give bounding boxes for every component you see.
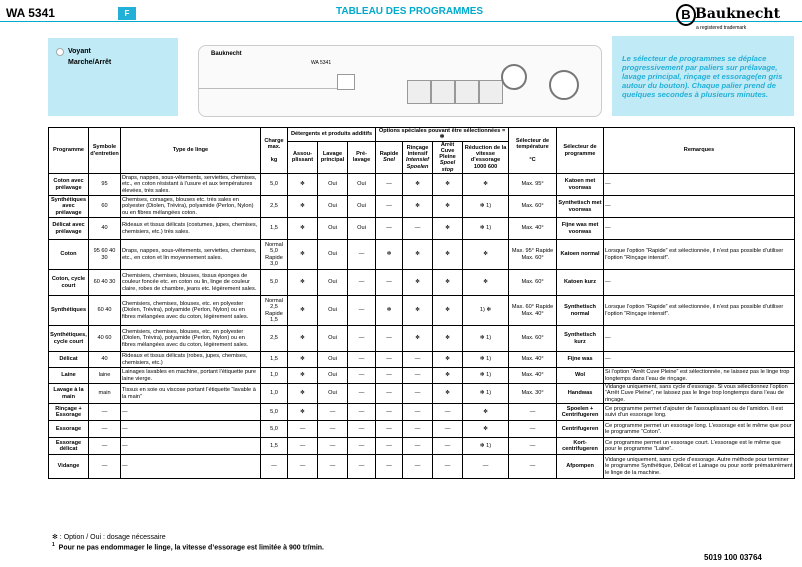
cell-programme: Essorage xyxy=(49,421,89,438)
cell-lavage: — xyxy=(318,404,348,421)
cell-arret: ✻ xyxy=(433,196,463,218)
cell-symbole: — xyxy=(89,438,121,455)
cell-assou: ✻ xyxy=(288,384,318,404)
header-charge-label: Charge max. xyxy=(264,137,284,151)
cell-charge: Normal 2,5 Rapide 1,5 xyxy=(261,296,288,326)
cell-rincage: — xyxy=(403,421,433,438)
cell-lavage: Oui xyxy=(318,196,348,218)
cell-temp: Max. 40° xyxy=(509,352,557,368)
cell-symbole: 60 40 xyxy=(89,296,121,326)
cell-rincage: ✻ xyxy=(403,326,433,352)
appliance-model: WA 5341 xyxy=(311,60,332,66)
header-symbole: Symbole d’entretien xyxy=(89,128,121,174)
cell-rincage: — xyxy=(403,218,433,240)
cell-prelavage: — xyxy=(348,352,376,368)
header-assouplissant-label: Assou-plissant xyxy=(291,151,314,164)
cell-rincage: ✻ xyxy=(403,296,433,326)
cell-selecteur: Synthetisch met voorwas xyxy=(557,196,604,218)
cell-rincage: ✻ xyxy=(403,270,433,296)
cell-reduction: ✻ 1) xyxy=(463,352,509,368)
cell-type: — xyxy=(121,438,261,455)
cell-type: Chemisiers, chemises, blouses, etc. en polyester (Diolen, Trévira), polyamide (Perlon, Nylon) ou en fibres mélangées avec du coton, légèrement sales. xyxy=(121,296,261,326)
cell-lavage: Oui xyxy=(318,384,348,404)
header-lavage-label: Lavage principal xyxy=(320,151,345,164)
cell-reduction: — xyxy=(463,455,509,479)
cell-remarques: — xyxy=(604,352,795,368)
header-detergents: Détergents et produits additifs xyxy=(288,128,376,142)
cell-type: Rideaux et tissus délicats (robes, jupes, chemises, chemisiers, etc.) xyxy=(121,352,261,368)
cell-remarques: — xyxy=(604,326,795,352)
cell-assou: ✻ xyxy=(288,296,318,326)
table-row xyxy=(49,421,795,438)
cell-rincage: — xyxy=(403,352,433,368)
cell-lavage: Oui xyxy=(318,174,348,196)
cell-type: Rideaux et tissus délicats (costumes, jupes, chemises, chemisiers, etc.) très sales. xyxy=(121,218,261,240)
cell-rapide: — xyxy=(376,270,403,296)
cell-assou: ✻ xyxy=(288,404,318,421)
header-arret-label: Arrêt Cuve Pleine xyxy=(439,141,456,161)
cell-charge: 2,5 xyxy=(261,326,288,352)
header-assouplissant xyxy=(288,141,318,173)
cell-temp: Max. 60° xyxy=(509,270,557,296)
cell-rapide: — xyxy=(376,421,403,438)
cell-charge: — xyxy=(261,455,288,479)
table-row xyxy=(49,352,795,368)
cell-charge: 5,0 xyxy=(261,270,288,296)
cell-arret: ✻ xyxy=(433,326,463,352)
program-table xyxy=(48,127,795,479)
header-options: Options spéciales pouvant être sélectionnées = ✻ xyxy=(376,128,509,142)
header-temp xyxy=(509,128,557,174)
cell-prelavage: Oui xyxy=(348,174,376,196)
header-type-linge: Type de linge xyxy=(121,128,261,174)
header-rapide xyxy=(376,141,403,173)
cell-temp: Max. 40° xyxy=(509,218,557,240)
cell-assou: — xyxy=(288,421,318,438)
cell-arret: ✻ xyxy=(433,270,463,296)
cell-assou: ✻ xyxy=(288,352,318,368)
cell-type: — xyxy=(121,404,261,421)
cell-remarques: — xyxy=(604,270,795,296)
cell-prelavage: — xyxy=(348,438,376,455)
table-row xyxy=(49,240,795,270)
header-arret-sub: Spoel stop xyxy=(439,160,456,173)
table-row xyxy=(49,455,795,479)
cell-programme: Synthétiques, cycle court xyxy=(49,326,89,352)
table-row xyxy=(49,438,795,455)
cell-reduction: ✻ xyxy=(463,240,509,270)
cell-reduction: ✻ 1) xyxy=(463,196,509,218)
cell-programme: Coton avec prélavage xyxy=(49,174,89,196)
cell-charge: 1,5 xyxy=(261,352,288,368)
cell-symbole: — xyxy=(89,404,121,421)
table-row xyxy=(49,326,795,352)
cell-prelavage: — xyxy=(348,421,376,438)
program-knob-icon xyxy=(549,70,579,100)
table-row xyxy=(49,368,795,384)
cell-rincage: ✻ xyxy=(403,196,433,218)
cell-arret: — xyxy=(433,438,463,455)
cell-remarques: Vidange uniquement, sans cycle d’essorage. Autre méthode pour terminer le programme Synthétique, Délicat et Lainage ou pour sortir prématurément le linge de la machine. xyxy=(604,455,795,479)
cell-lavage: Oui xyxy=(318,240,348,270)
cell-remarques: — xyxy=(604,218,795,240)
brand-tagline: a registered trademark xyxy=(696,25,747,31)
header-prelavage-label: Pré-lavage xyxy=(352,151,371,164)
cell-programme: Rinçage + Essorage xyxy=(49,404,89,421)
cell-selecteur: Fijne was xyxy=(557,352,604,368)
cell-remarques: Ce programme permet d’ajouter de l’assouplissant ou de l’amidon. Il est suivi d’un essorage long. xyxy=(604,404,795,421)
cell-reduction: ✻ 1) xyxy=(463,326,509,352)
cell-temp: — xyxy=(509,438,557,455)
brand-logo-icon: B xyxy=(676,4,696,26)
cell-temp: Max. 60° xyxy=(509,326,557,352)
cell-charge: Normal 5,0 Rapide 3,0 xyxy=(261,240,288,270)
cell-prelavage: — xyxy=(348,368,376,384)
cell-symbole: — xyxy=(89,421,121,438)
cell-temp: Max. 60° Rapide Max. 40° xyxy=(509,296,557,326)
cell-charge: 1,0 xyxy=(261,368,288,384)
cell-remarques: — xyxy=(604,174,795,196)
header-reduction-sub: 1000 600 xyxy=(473,163,498,170)
cell-lavage: Oui xyxy=(318,326,348,352)
cell-programme: Délicat avec prélavage xyxy=(49,218,89,240)
cell-temp: — xyxy=(509,455,557,479)
cell-charge: 1,5 xyxy=(261,438,288,455)
table-row xyxy=(49,384,795,404)
cell-assou: ✻ xyxy=(288,368,318,384)
cell-type: Chemises, corsages, blouses etc. très sales en polyester (Diolen, Trévira), polyamide (Perlon, Nylon) ou en fibres mélangées coton. xyxy=(121,196,261,218)
cell-temp: Max. 95° Rapide Max. 60° xyxy=(509,240,557,270)
cell-rincage: ✻ xyxy=(403,240,433,270)
cell-symbole: 60 40 30 xyxy=(89,270,121,296)
cell-type: Draps, nappes, sous-vêtements, serviettes, chemises, etc., en coton et lin moyennement sales. xyxy=(121,240,261,270)
cell-programme: Délicat xyxy=(49,352,89,368)
cell-assou: ✻ xyxy=(288,218,318,240)
cell-symbole: main xyxy=(89,384,121,404)
cell-temp: — xyxy=(509,404,557,421)
cell-rapide: — xyxy=(376,326,403,352)
cell-reduction: 1) ✻ xyxy=(463,296,509,326)
table-row xyxy=(49,218,795,240)
cell-arret: ✻ xyxy=(433,174,463,196)
cell-symbole: 95 60 40 30 xyxy=(89,240,121,270)
cell-prelavage: — xyxy=(348,404,376,421)
cell-rapide: — xyxy=(376,352,403,368)
header-reduction-label: Réduction de la vitesse d’essorage xyxy=(464,144,507,164)
cell-prelavage: — xyxy=(348,296,376,326)
header-charge-unit: kg xyxy=(270,156,278,163)
cell-temp: Max. 30° xyxy=(509,384,557,404)
cell-selecteur: Centrifugeren xyxy=(557,421,604,438)
header-rincage-label: Rinçage intensif xyxy=(406,144,429,158)
cell-selecteur: Kort-centrifugeren xyxy=(557,438,604,455)
cell-remarques: Lorsque l’option “Rapide” est sélectionnée, il n’est pas possible d’utiliser l’option “Rinçage intensif”. xyxy=(604,240,795,270)
cell-symbole: 60 xyxy=(89,196,121,218)
cell-reduction: ✻ 1) xyxy=(463,438,509,455)
cell-temp: Max. 95° xyxy=(509,174,557,196)
cell-assou: ✻ xyxy=(288,240,318,270)
brand-name: Bauknecht xyxy=(695,6,781,22)
cell-arret: ✻ xyxy=(433,368,463,384)
cell-symbole: 40 60 xyxy=(89,326,121,352)
language-badge: F xyxy=(118,7,136,20)
header-programme: Programme xyxy=(49,128,89,174)
cell-reduction: ✻ xyxy=(463,404,509,421)
cell-lavage: Oui xyxy=(318,368,348,384)
cell-prelavage: — xyxy=(348,240,376,270)
header-charge xyxy=(261,128,288,174)
cell-assou: ✻ xyxy=(288,326,318,352)
cell-type: Chemisiers, chemises, blouses, tissus éponges de couleur foncée etc. en coton ou lin, linge de couleur claire, robes de chambre, jeans etc. légèrement sales. xyxy=(121,270,261,296)
option-button-icon xyxy=(455,80,479,104)
header-rincage xyxy=(403,141,433,173)
cell-selecteur: Katoen normal xyxy=(557,240,604,270)
cell-remarques: Lorsque l’option “Rapide” est sélectionnée, il n’est pas possible d’utiliser l’option “Rinçage intensif”. xyxy=(604,296,795,326)
cell-reduction: ✻ xyxy=(463,174,509,196)
cell-assou: ✻ xyxy=(288,270,318,296)
option-button-icon xyxy=(407,80,431,104)
cell-rapide: — xyxy=(376,384,403,404)
cell-charge: 5,0 xyxy=(261,404,288,421)
cell-lavage: Oui xyxy=(318,352,348,368)
header-prelavage xyxy=(348,141,376,173)
temperature-knob-icon xyxy=(501,64,527,90)
indicator-window-icon xyxy=(337,74,355,90)
cell-programme: Laine xyxy=(49,368,89,384)
table-row xyxy=(49,270,795,296)
cell-lavage: Oui xyxy=(318,270,348,296)
indicator-legend-panel xyxy=(48,38,178,116)
footer-note-num: 1 xyxy=(52,542,55,548)
detergent-drawer-icon xyxy=(199,88,337,107)
control-panel-illustration xyxy=(198,45,602,117)
cell-type: — xyxy=(121,421,261,438)
program-selector-note xyxy=(612,36,794,116)
brand-logo xyxy=(676,4,794,38)
cell-charge: 2,5 xyxy=(261,196,288,218)
cell-assou: ✻ xyxy=(288,196,318,218)
cell-assou: — xyxy=(288,455,318,479)
cell-charge: 5,0 xyxy=(261,421,288,438)
cell-lavage: Oui xyxy=(318,218,348,240)
cell-rapide: — xyxy=(376,404,403,421)
cell-selecteur: Synthetisch kurz xyxy=(557,326,604,352)
cell-assou: — xyxy=(288,438,318,455)
document-number: 5019 100 03764 xyxy=(704,553,762,562)
cell-symbole: 95 xyxy=(89,174,121,196)
header-rincage-sub: Intensief Spoelen xyxy=(406,157,430,170)
cell-rapide: — xyxy=(376,438,403,455)
cell-charge: 5,0 xyxy=(261,174,288,196)
cell-prelavage: Oui xyxy=(348,218,376,240)
indicator-light-icon xyxy=(56,48,64,56)
header-lavage xyxy=(318,141,348,173)
cell-prelavage: — xyxy=(348,270,376,296)
cell-reduction: ✻ 1) xyxy=(463,218,509,240)
cell-reduction: ✻ 1) xyxy=(463,368,509,384)
cell-arret: ✻ xyxy=(433,296,463,326)
table-row xyxy=(49,296,795,326)
cell-symbole: — xyxy=(89,455,121,479)
cell-lavage: Oui xyxy=(318,296,348,326)
cell-programme: Essorage délicat xyxy=(49,438,89,455)
table-row xyxy=(49,174,795,196)
table-row xyxy=(49,196,795,218)
cell-assou: ✻ xyxy=(288,174,318,196)
cell-arret: — xyxy=(433,404,463,421)
cell-selecteur: Fijne was met voorwas xyxy=(557,218,604,240)
cell-programme: Coton, cycle court xyxy=(49,270,89,296)
cell-symbole: 40 xyxy=(89,352,121,368)
option-button-icon xyxy=(479,80,503,104)
cell-type: Tissus en soie ou viscose portant l’étiquette “lavable à la main” xyxy=(121,384,261,404)
cell-programme: Coton xyxy=(49,240,89,270)
cell-remarques: — xyxy=(604,196,795,218)
cell-rincage: — xyxy=(403,368,433,384)
cell-arret: ✻ xyxy=(433,352,463,368)
header-reduction xyxy=(463,141,509,173)
cell-programme: Synthétiques avec prélavage xyxy=(49,196,89,218)
cell-prelavage: Oui xyxy=(348,196,376,218)
cell-type: Lainages lavables en machine, portant l’étiquette pure laine vierge. xyxy=(121,368,261,384)
page-title: TABLEAU DES PROGRAMMES xyxy=(336,6,484,17)
cell-rincage: — xyxy=(403,404,433,421)
cell-rapide: — xyxy=(376,196,403,218)
table-row xyxy=(49,404,795,421)
option-button-icon xyxy=(431,80,455,104)
cell-lavage: — xyxy=(318,421,348,438)
cell-prelavage: — xyxy=(348,384,376,404)
cell-arret: ✻ xyxy=(433,240,463,270)
cell-selecteur: Synthetisch normal xyxy=(557,296,604,326)
cell-programme: Lavage à la main xyxy=(49,384,89,404)
cell-type: Draps, nappes, sous-vêtements, serviettes, chemises, etc., en coton résistant à l’usure et aux températures élevées, très sales. xyxy=(121,174,261,196)
cell-reduction: ✻ 1) xyxy=(463,384,509,404)
cell-temp: — xyxy=(509,421,557,438)
cell-rapide: — xyxy=(376,455,403,479)
cell-rapide: — xyxy=(376,174,403,196)
cell-selecteur: Wol xyxy=(557,368,604,384)
footer-note xyxy=(52,542,324,551)
cell-selecteur: Spoelen + Centrifugeren xyxy=(557,404,604,421)
cell-reduction: ✻ xyxy=(463,270,509,296)
cell-remarques: Si l’option “Arrêt Cuve Pleine” est sélectionnée, ne laissez pas le linge trop longtemps dans l’eau de rinçage. xyxy=(604,368,795,384)
cell-charge: 1,5 xyxy=(261,218,288,240)
footer-note-text: Pour ne pas endommager le linge, la vitesse d’essorage est limitée à 900 tr/min. xyxy=(58,544,324,552)
model-title: WA 5341 xyxy=(6,6,55,20)
cell-arret: ✻ xyxy=(433,218,463,240)
cell-selecteur: Katoen kurz xyxy=(557,270,604,296)
cell-temp: Max. 60° xyxy=(509,196,557,218)
cell-programme: Synthétiques xyxy=(49,296,89,326)
cell-rapide: — xyxy=(376,218,403,240)
cell-temp: Max. 40° xyxy=(509,368,557,384)
header-rapide-label: Rapide xyxy=(379,151,399,158)
cell-symbole: 40 xyxy=(89,218,121,240)
cell-rincage: — xyxy=(403,384,433,404)
cell-rincage: — xyxy=(403,438,433,455)
header-arret xyxy=(433,141,463,173)
footer-legend: ✻ : Option / Oui : dosage nécessaire xyxy=(52,534,166,541)
cell-rapide: ✻ xyxy=(376,240,403,270)
indicator-label-2: Marche/Arrêt xyxy=(68,59,112,66)
cell-remarques: Ce programme permet un essorage long. L’essorage est le même que pour le programme “Coton”. xyxy=(604,421,795,438)
cell-remarques: Ce programme permet un essorage court. L’essorage est le même que pour le programme “Laine”. xyxy=(604,438,795,455)
cell-remarques: Vidange uniquement, sans cycle d’essorage. Si vous sélectionnez l’option “Arrêt Cuve Pleine”, ne laissez pas le linge trop longtemps dans l’eau de rinçage. xyxy=(604,384,795,404)
cell-type: Chemisiers, chemises, blouses, etc. en polyester (Diolen, Trévira), polyamide (Perlon, Nylon) ou en fibres mélangées avec du coton, légèrement sales. xyxy=(121,326,261,352)
header-temp-unit: °C xyxy=(529,156,536,163)
cell-prelavage: — xyxy=(348,326,376,352)
cell-programme: Vidange xyxy=(49,455,89,479)
cell-arret: ✻ xyxy=(433,384,463,404)
cell-arret: — xyxy=(433,421,463,438)
cell-lavage: — xyxy=(318,455,348,479)
cell-reduction: ✻ xyxy=(463,421,509,438)
cell-rincage: ✻ xyxy=(403,174,433,196)
header-remarques: Remarques xyxy=(604,128,795,174)
cell-arret: — xyxy=(433,455,463,479)
header-rapide-sub: Snel xyxy=(383,157,395,164)
cell-selecteur: Afpompen xyxy=(557,455,604,479)
cell-rapide: — xyxy=(376,368,403,384)
cell-rapide: ✻ xyxy=(376,296,403,326)
header-selecteur: Sélecteur de programme xyxy=(557,128,604,174)
cell-lavage: — xyxy=(318,438,348,455)
indicator-label-1: Voyant xyxy=(68,48,91,55)
cell-symbole: laine xyxy=(89,368,121,384)
program-selector-note-text: Le sélecteur de programmes se déplace progressivement par paliers sur prélavage, lavage principal, rinçage et essorage(en gris autour du bouton). Chaque palier prend de quelques secondes à plusieurs minutes. xyxy=(622,54,783,99)
cell-rincage: — xyxy=(403,455,433,479)
cell-selecteur: Katoen met voorwas xyxy=(557,174,604,196)
cell-type: — xyxy=(121,455,261,479)
cell-selecteur: Handwas xyxy=(557,384,604,404)
cell-charge: 1,0 xyxy=(261,384,288,404)
header-temp-label: Sélecteur de température xyxy=(515,137,550,151)
cell-prelavage: — xyxy=(348,455,376,479)
appliance-brand: Bauknecht xyxy=(211,51,242,57)
